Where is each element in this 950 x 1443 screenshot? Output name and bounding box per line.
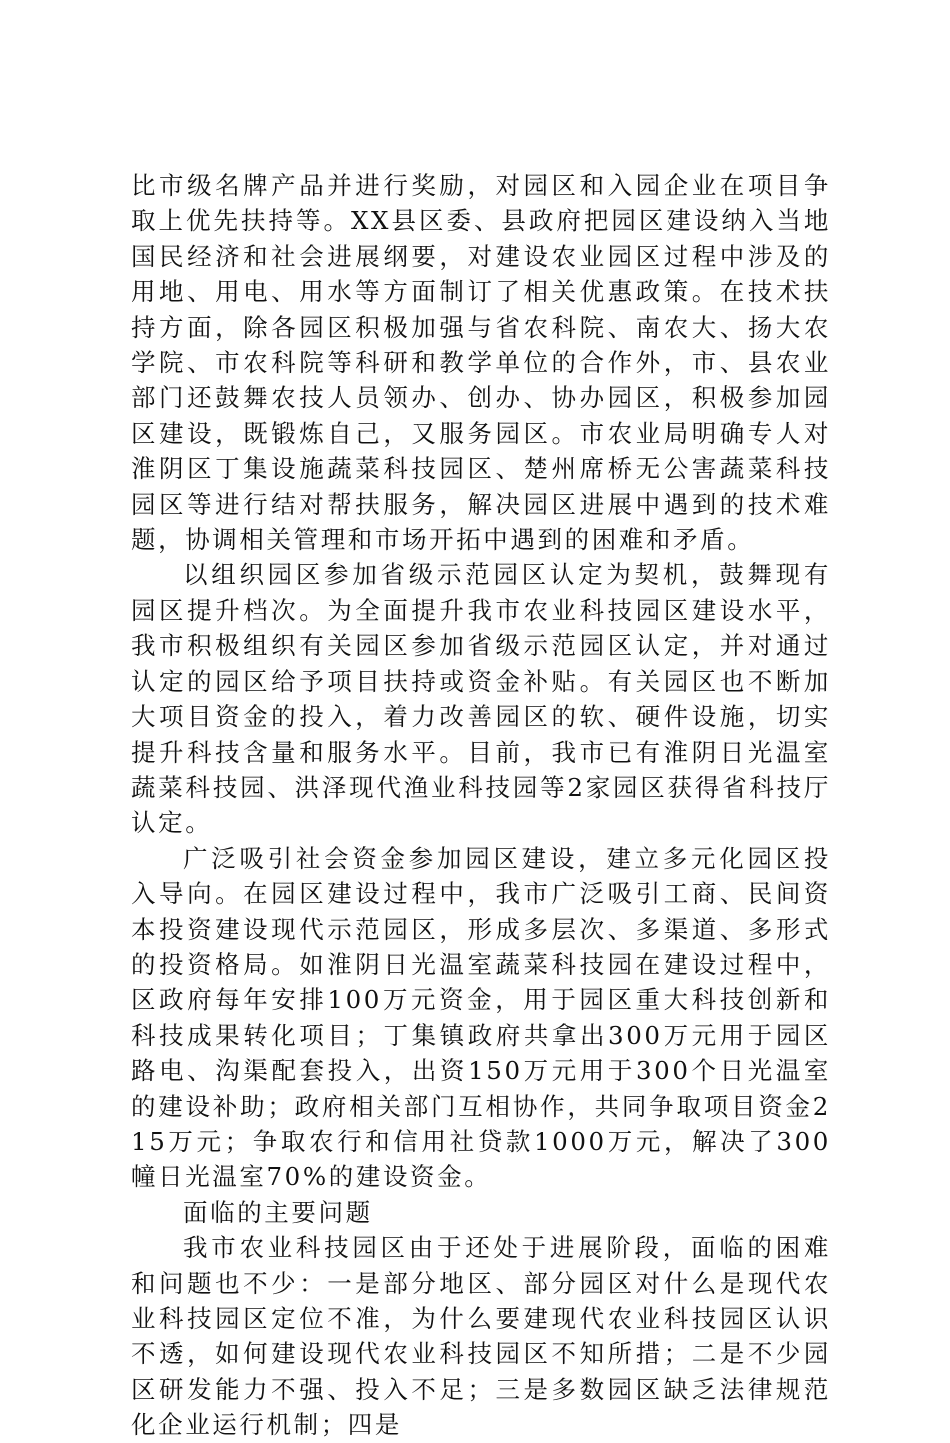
document-body (131, 168, 831, 1443)
paragraph-demonstration-park: 以组织园区参加省级示范园区认定为契机，鼓舞现有园区提升档次。为全面提升我市农业科技园区建设水平，我市积极组织有关园区参加省级示范园区认定，并对通过认定的园区给予项目扶持或资金补贴。有关园区也不断加大项目资金的投入，着力改善园区的软、硬件设施，切实提升科技含量和服务水平。目前，我市已有淮阴日光温室蔬菜科技园、洪泽现代渔业科技园等2家园区获得省科技厅认定。 (131, 560, 831, 838)
paragraph-problems: 我市农业科技园区由于还处于进展阶段，面临的困难和问题也不少：一是部分地区、部分园区对什么是现代农业科技园区定位不准，为什么要建现代农业科技园区认识不透，如何建设现代农业科技园区不知所措；二是不少园区研发能力不强、投入不足；三是多数园区缺乏法律规范化企业运行机制；四是 (131, 1233, 831, 1440)
paragraph-social-investment: 广泛吸引社会资金参加园区建设，建立多元化园区投入导向。在园区建设过程中，我市广泛吸引工商、民间资本投资建设现代示范园区，形成多层次、多渠道、多形式的投资格局。如淮阴日光温室蔬菜科技园在建设过程中，区政府每年安排100万元资金，用于园区重大科技创新和科技成果转化项目；丁集镇政府共拿出300万元用于园区路电、沟渠配套投入，出资150万元用于300个日光温室的建设补助；政府相关部门互相协作，共同争取项目资金215万元；争取农行和信用社贷款1000万元，解决了300幢日光温室70%的建设资金。 (131, 843, 831, 1192)
paragraph-continued: 比市级名牌产品并进行奖励，对园区和入园企业在项目争取上优先扶持等。XX县区委、县政府把园区建设纳入当地国民经济和社会进展纲要，对建设农业园区过程中涉及的用地、用电、用水等方面制订了相关优惠政策。在技术扶持方面，除各园区积极加强与省农科院、南农大、扬大农学院、市农科院等科研和教学单位的合作外，市、县农业部门还鼓舞农技人员领办、创办、协办园区，积极参加园区建设，既锻炼自己，又服务园区。市农业局明确专人对淮阴区丁集设施蔬菜科技园区、楚州席桥无公害蔬菜科技园区等进行结对帮扶服务，解决园区进展中遇到的技术难题，协调相关管理和市场开拓中遇到的困难和矛盾。 (131, 171, 831, 555)
section-heading: 面临的主要问题 (183, 1197, 373, 1227)
